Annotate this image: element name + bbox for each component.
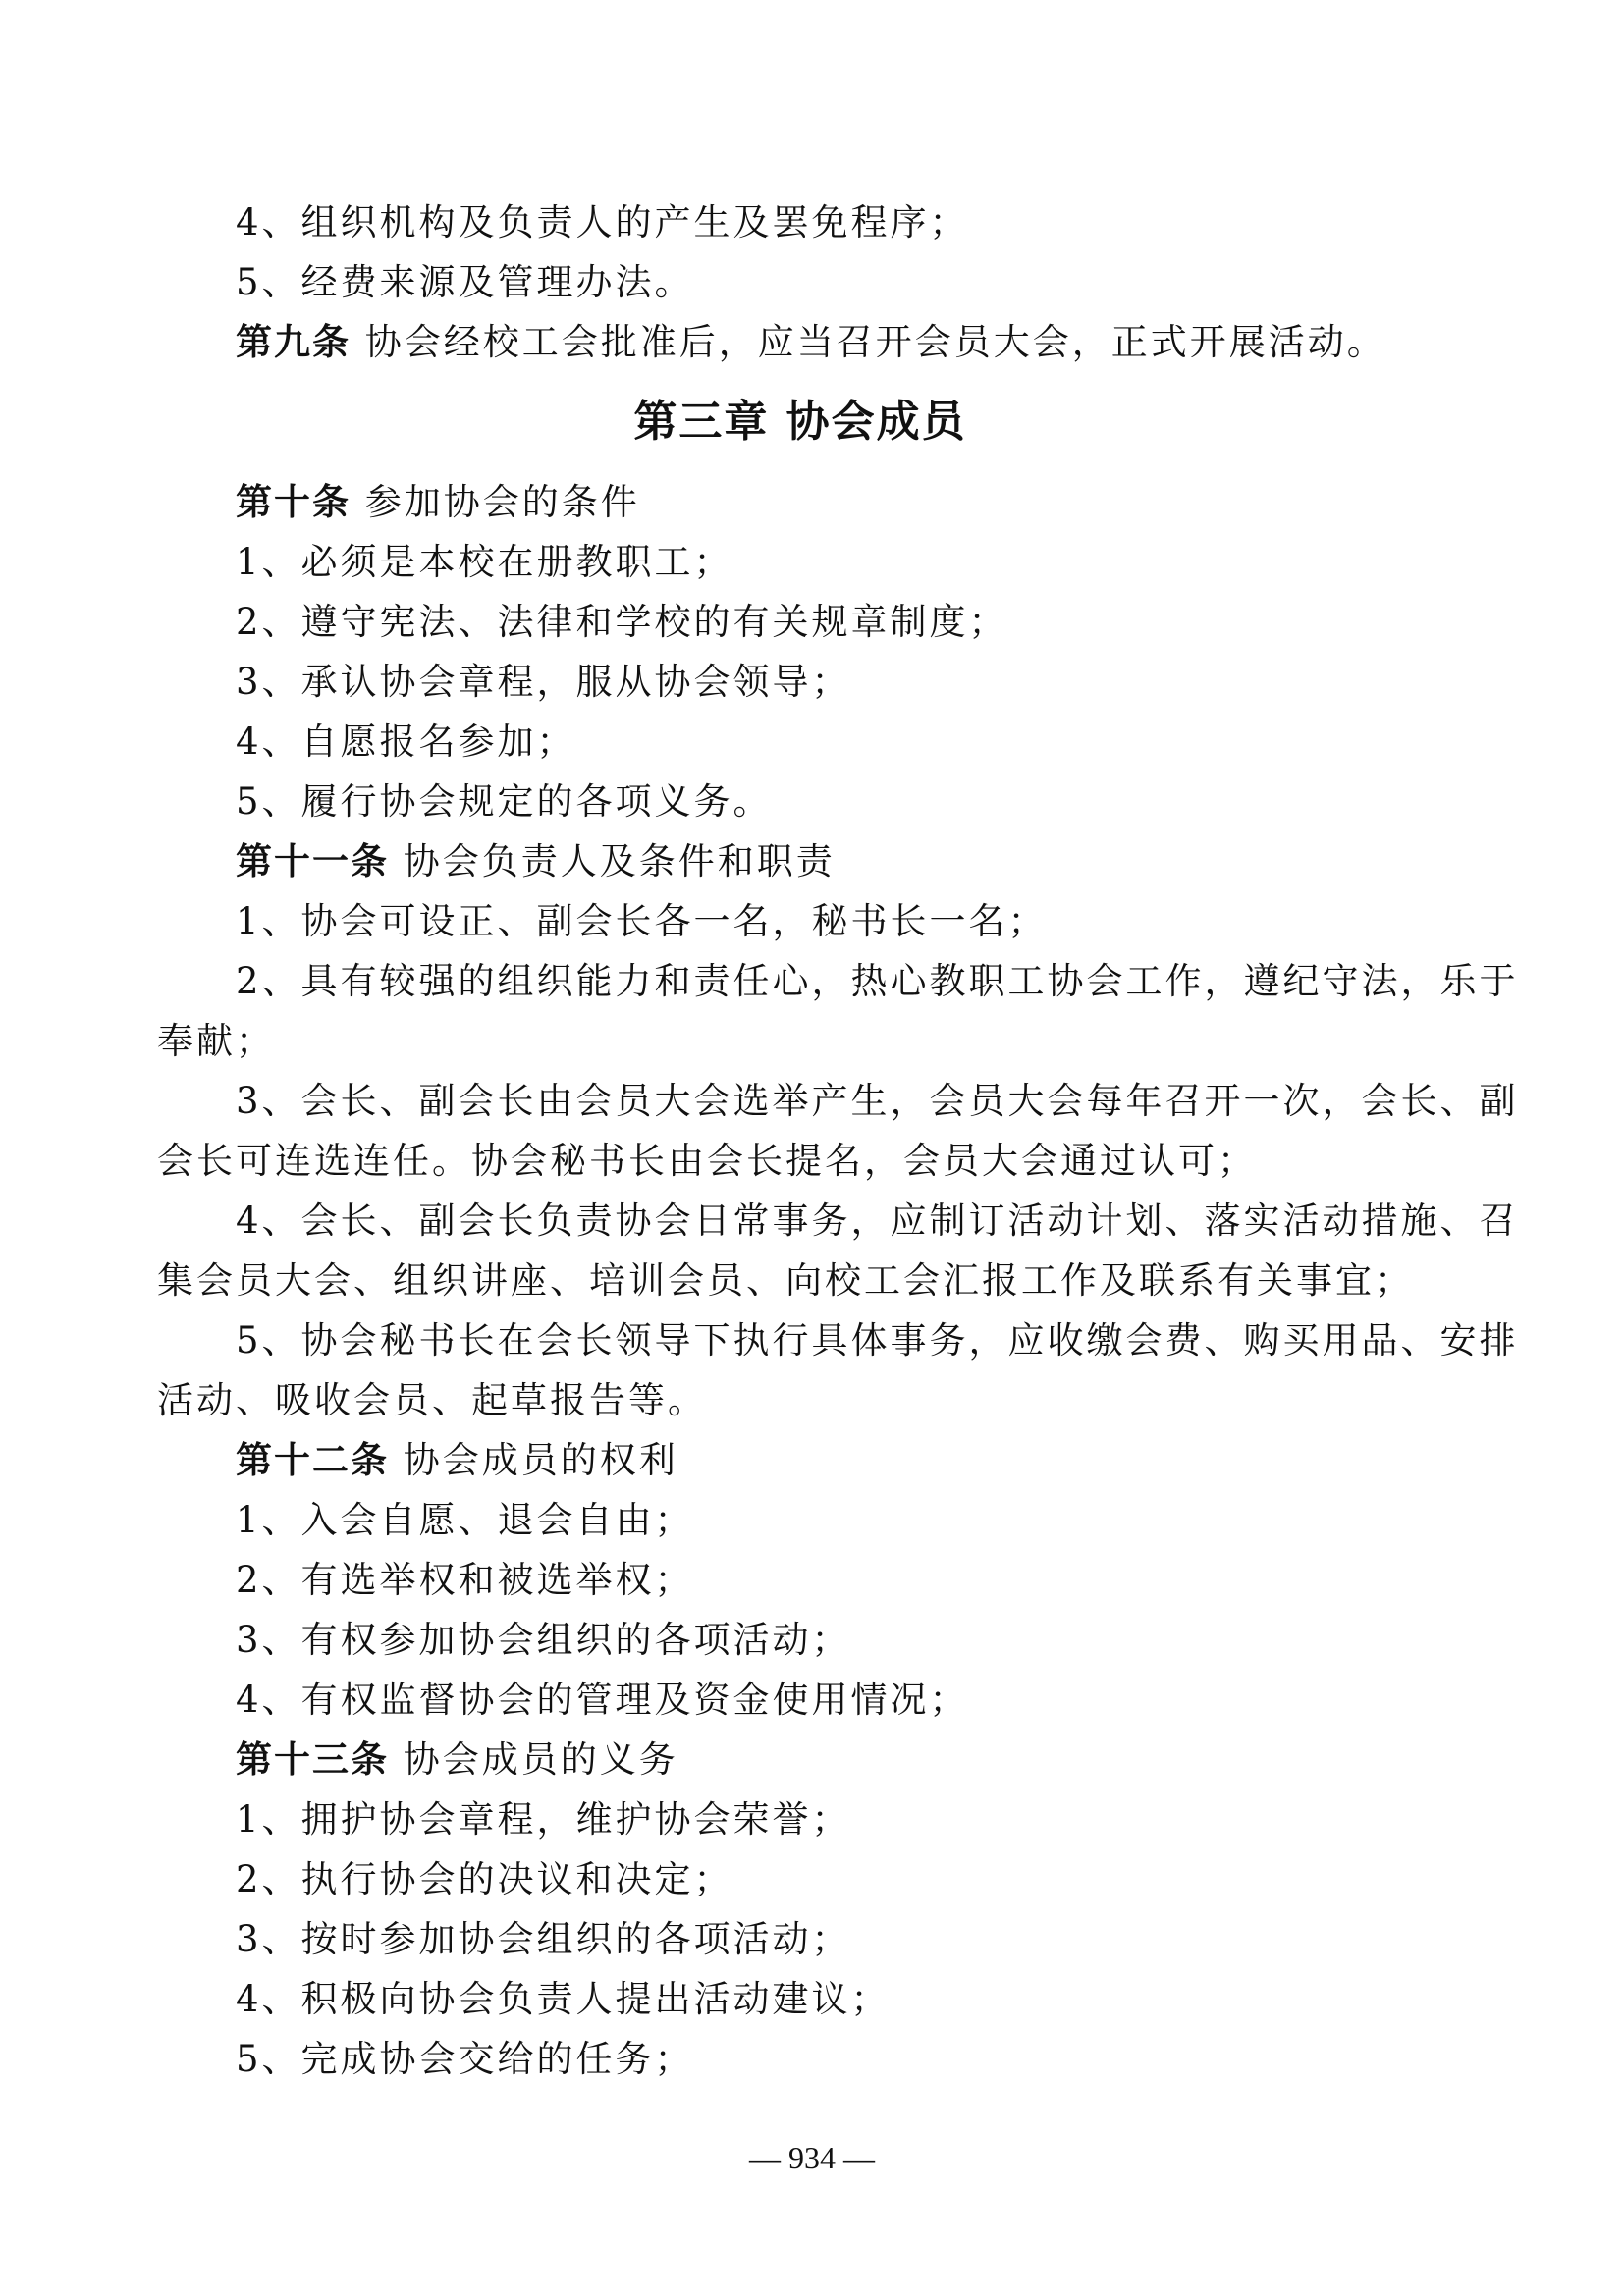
list-item: 5、经费来源及管理办法。: [236, 261, 694, 303]
page-number: — 934 —: [749, 2140, 875, 2175]
chapter-title: 第三章 协会成员: [633, 397, 967, 447]
article-text: 协会成员的义务: [403, 1738, 678, 1781]
list-item: 4、会长、副会长负责协会日常事务，应制订活动计划、落实活动措施、召: [236, 1200, 1519, 1242]
list-item: 4、积极向协会负责人提出活动建议；: [236, 1978, 891, 2020]
list-item: 4、组织机构及负责人的产生及罢免程序；: [236, 201, 969, 243]
list-item: 1、必须是本校在册教职工；: [236, 541, 733, 583]
list-item: 4、有权监督协会的管理及资金使用情况；: [236, 1679, 969, 1721]
article-text: 协会经校工会批准后，应当召开会员大会，正式开展活动。: [364, 321, 1386, 363]
list-item-continuation: 集会员大会、组织讲座、培训会员、向校工会汇报工作及联系有关事宜；: [157, 1259, 1414, 1302]
list-item: 2、有选举权和被选举权；: [236, 1559, 694, 1601]
list-item: 2、具有较强的组织能力和责任心，热心教职工协会工作，遵纪守法，乐于: [236, 960, 1519, 1002]
list-item-continuation: 奉献；: [157, 1020, 275, 1062]
article-heading: 第十条: [236, 481, 351, 523]
article-heading: 第十二条: [236, 1439, 389, 1481]
list-item: 2、遵守宪法、法律和学校的有关规章制度；: [236, 601, 1008, 643]
list-item-continuation: 会长可连选连任。协会秘书长由会长提名，会员大会通过认可；: [157, 1140, 1257, 1182]
article-text: 协会成员的权利: [403, 1439, 678, 1481]
list-item: 3、按时参加协会组织的各项活动；: [236, 1918, 851, 1960]
article-heading: 第九条: [236, 321, 351, 363]
article-heading: 第十一条: [236, 840, 389, 882]
list-item: 5、完成协会交给的任务；: [236, 2038, 694, 2080]
article-10: [157, 472, 1483, 532]
list-item: 4、自愿报名参加；: [236, 721, 576, 763]
article-11: [157, 831, 1483, 891]
list-item: 1、入会自愿、退会自由；: [236, 1499, 694, 1541]
list-item: 5、履行协会规定的各项义务。: [236, 780, 773, 823]
list-item: 1、拥护协会章程，维护协会荣誉；: [236, 1798, 851, 1841]
article-13: [157, 1730, 1483, 1789]
article-9: [157, 312, 1483, 372]
list-item: 2、执行协会的决议和决定；: [236, 1858, 733, 1900]
list-item: 1、协会可设正、副会长各一名，秘书长一名；: [236, 900, 1048, 942]
article-12: [157, 1430, 1483, 1490]
document-body: [157, 192, 1519, 2089]
list-item: 3、有权参加协会组织的各项活动；: [236, 1619, 851, 1661]
list-item: 3、承认协会章程，服从协会领导；: [236, 661, 851, 703]
list-item-continuation: 活动、吸收会员、起草报告等。: [157, 1379, 707, 1421]
article-text: 参加协会的条件: [364, 481, 640, 523]
list-item: 5、协会秘书长在会长领导下执行具体事务，应收缴会费、购买用品、安排: [236, 1319, 1519, 1362]
article-text: 协会负责人及条件和职责: [403, 840, 836, 882]
article-heading: 第十三条: [236, 1738, 389, 1781]
list-item: 3、会长、副会长由会员大会选举产生，会员大会每年召开一次，会长、副: [236, 1080, 1519, 1122]
